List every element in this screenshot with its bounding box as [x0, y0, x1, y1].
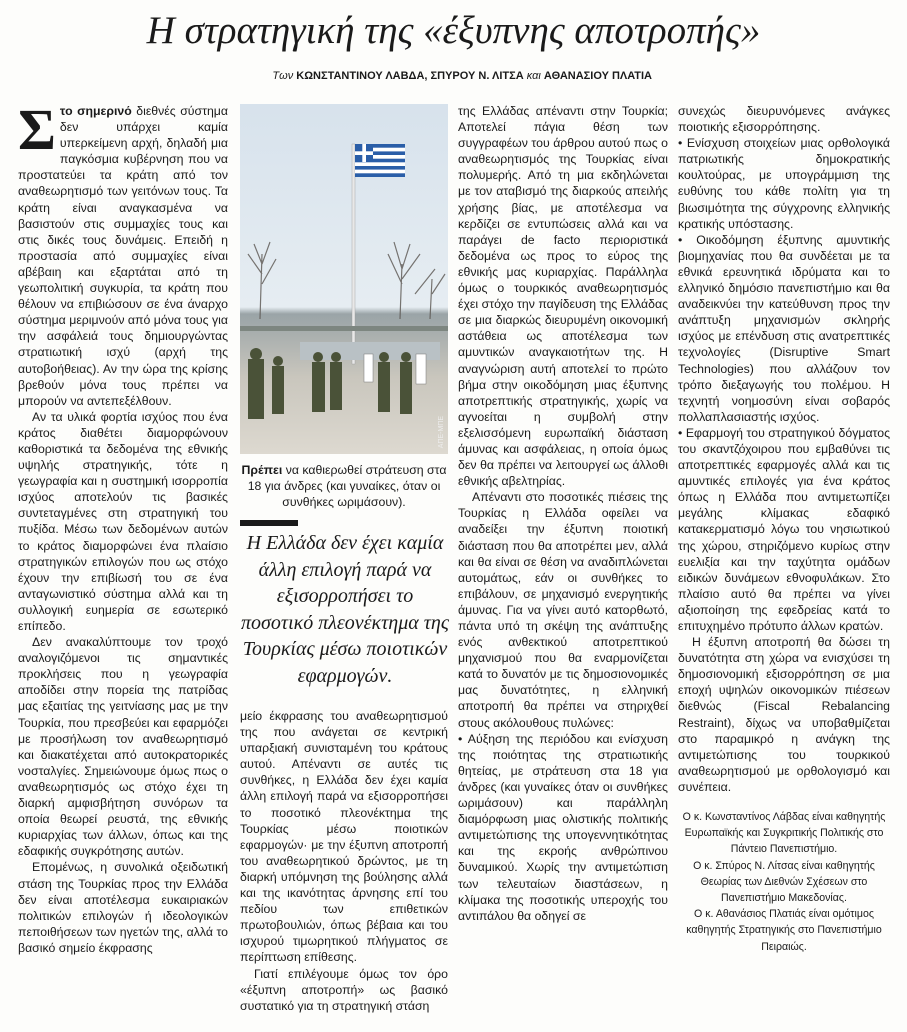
byline-authors-2: ΑΘΑΝΑΣΙΟΥ ΠΛΑΤΙΑ: [543, 70, 652, 82]
photo-credit: ΑΠΕ-ΜΠΕ: [438, 415, 445, 448]
paragraph-1-text: διεθνές σύστημα δεν υπάρχει καμία υπερκείμενη αρχή, δηλαδή μια παγκόσμια κυβέρνηση που να προστατεύει τα κράτη από τον αναθεωρητισμό των γειτόνων τους. Τα κράτη είναι αναγκασμένα να βασιστούν στις συμμαχίες τους και στις δικές τους δυνάμεις. Επειδή η προστασία από συμμαχίες είναι αβέβαιη και εξαρτάται από τη γεωπολιτική συγκυρία, τα κράτη που θέλουν να επιβιώσουν σε ένα άναρχο σύστημα μεριμνούν από μόνα τους για την ασφάλειά τους δημιουργώντας στρατιωτική ισχύ (αρχή της αυτοβοήθειας). Αν την ώρα της κρίσης βρεθούν μόνα τους πρέπει να μπορούν να αντεπεξέλθουν.: [18, 104, 228, 408]
paragraph-1: [18, 103, 228, 409]
paragraph-4: Επομένως, η συνολικά οξειδωτική στάση της Τουρκίας προς την Ελλάδα δεν είναι αποτέλεσμα ευκαιριακών πολιτικών επιλογών ή ιδεολογικών πεποιθήσεων των ηγετών της, αλλά το βασικό σημείο έκφρασης: [18, 860, 228, 955]
byline-conj: και: [526, 70, 541, 82]
article-column-3: [458, 103, 668, 1032]
author-bios: [678, 809, 890, 955]
photo-caption: [240, 462, 448, 510]
caption-lead: Πρέπει: [241, 463, 283, 477]
article-column-1: [18, 103, 228, 1032]
bullet-2: • Ενίσχυση στοιχείων μιας ορθολογικά πατριωτικής δημοκρατικής κουλτούρας, με υπογράμμιση της ευθύνης του κάθε πολίτη για τη βιωσιμότητα της σύγχρονης ελληνικής κρατικής υπόστασης.: [678, 136, 890, 231]
bullet-3: • Οικοδόμηση έξυπνης αμυντικής βιομηχανίας που θα συνδέεται με τα εθνικά ερευνητικά ιδρύματα και το ελληνικό δημόσιο πανεπιστήμιο και θα αναδεικνύει την κατεύθυνση προς την ανάπτυξη μηχανισμών σκληρής ισχύος με επένδυση στις ανατρεπτικές τεχνολογίες (Disruptive Smart Technologies) που αλλάζουν τον τρόπο διεξαγωγής του πολέμου. Η τεχνητή νοημοσύνη είναι σοβαρός πολλαπλασιαστής ισχύος.: [678, 232, 890, 424]
paragraph-8: Απέναντι στο ποσοτικές πιέσεις της Τουρκίας η Ελλάδα οφείλει να αναδείξει την έξυπνη ποιοτική διάσταση που θα αποτρέπει μεν, αλλά και θα είναι σε θέση να αναδιπλώνεται αυτομάτως, εάν οι συνθήκες το επιβάλουν, σε μηχανισμό ενεργητικής άμυνας. Για να γίνει αυτό κατορθωτό, πάντα υπό τη σκέψη της ανάπτυξης ενός ανθεκτικού αποτρεπτικού μηχανισμού που θα εναρμονίζεται κατά το δυνατόν με τις δημοσιονομικές μας δυνατότητες, η ελληνική αποτροπή θα πρέπει να στηριχθεί στους ακόλουθους πυλώνες:: [458, 490, 668, 730]
author-bio-1: Ο κ. Κωνσταντίνος Λάβδας είναι καθηγητής Ευρωπαϊκής και Συγκριτικής Πολιτικής στο Πάντειο Πανεπιστήμιο.: [682, 811, 886, 856]
pull-quote-rule: [240, 520, 298, 526]
paragraph-10: Η έξυπνη αποτροπή θα δώσει τη δυνατότητα στη χώρα να ενισχύσει τη δημοσιονομική εξισορρόπηση σε μια εποχή υψηλών οικονομικών πιέσεων διεθνώς (Fiscal Rebalancing Restraint), δίχως να υποβαθμίζεται στο παραμικρό η ανάγκη της αντιμετώπισης του τουρκικού αναθεωρητισμού με ορθολογισμό και συνέπεια.: [678, 635, 890, 794]
article-column-4: [678, 103, 890, 1032]
drop-cap: Σ: [18, 103, 56, 162]
caption-text: να καθιερωθεί στράτευση στα 18 για άνδρες (και γυναίκες, όταν οι συνθήκες ωριμάσουν).: [247, 463, 447, 509]
byline-prefix: Των: [272, 70, 294, 82]
paragraph-6: Γιατί επιλέγουμε όμως τον όρο «έξυπνη αποτροπή» ως βασικό συστατικό για τη στρατηγική στάση: [240, 966, 448, 1013]
article-column-2: [240, 708, 448, 1032]
author-bio-2: Ο κ. Σπύρος Ν. Λίτσας είναι καθηγητής Θεωρίας των Διεθνών Σχέσεων στο Πανεπιστήμιο Μακεδονίας.: [693, 859, 875, 905]
article-title: Η στρατηγική της «έξυπνης αποτροπής»: [146, 9, 761, 52]
bullet-1: • Αύξηση της περιόδου και ενίσχυση της ποιότητας της στρατιωτικής θητείας, με στράτευση στα 18 για άνδρες (και γυναίκες όταν οι συνθήκες ωριμάσουν) και παράλληλη διαμόρφωση μιας ολιστικής πολιτικής αντιμετώπισης της υπογεννητικότητας και της εκροής ανθρώπινου δυναμικού. Χωρίς την αντιμετώπιση των τελευταίων διαστάσεων, η κλίμακα της ποσοτικής υπεροχής του αντιπάλου θα οδηγεί σε: [458, 731, 668, 923]
paragraph-9: συνεχώς διευρυνόμενες ανάγκες ποιοτικής εξισορρόπησης.: [678, 104, 890, 135]
lead-in: το σημερινό: [59, 104, 132, 118]
article-photo: [240, 104, 448, 454]
byline: [272, 70, 652, 82]
pull-quote: Η Ελλάδα δεν έχει καμία άλλη επιλογή παρά να εξισορροπήσει το ποσοτικό πλεονέκτημα της Τουρκίας μέσω ποιοτικών εφαρμογών.: [241, 532, 449, 687]
author-bio-3: Ο κ. Αθανάσιος Πλατιάς είναι ομότιμος καθηγητής Στρατηγικής στο Πανεπιστήμιο Πειραιώς.: [686, 908, 882, 953]
paragraph-2: Αν τα υλικά φορτία ισχύος που ένα κράτος διαθέτει διαμορφώνουν καθοριστικά τα δεδομένα της εθνικής υψηλής στρατηγικής, τότε η γεωγραφία και η συστημική ισορροπία ισχύος αποτελούν τις βασικές συντεταγμένες στη στρατηγική του πυξίδα. Μέσω των δεδομένων αυτών το κράτος διαμορφώνει ένα πλαίσιο στρατηγικών επιλογών που ως στόχο έχουν την επιβίωσή του σε ένα ανταγωνιστικό σύστημα αλλά και τη συλλογική ευημερία σε εσωτερικό επίπεδο.: [18, 409, 228, 633]
byline-authors-1: ΚΩΝΣΤΑΝΤΙΝΟΥ ΛΑΒΔΑ, ΣΠΥΡΟΥ Ν. ΛΙΤΣΑ: [296, 70, 524, 82]
paragraph-7: της Ελλάδας απέναντι στην Τουρκία; Αποτελεί πάγια θέση των συγγραφέων του άρθρου αυτού πως ο αναθεωρητισμός της Τουρκίας είναι πολυμερής. Από τη μια εκδηλώνεται με τον αταβισμό της διαρκούς απειλής χρήσης βίας, με αποτέλεσμα να κερδίζει σε εντυπώσεις αλλά και να παράγει de facto περιοριστικά δεδομένα ως προς το εύρος της εθνικής μας κυριαρχίας. Παράλληλα όμως ο τουρκικός αναθεωρητισμός έχει στόχο την παγίδευση της Ελλάδας σε μια διαρκώς διευρυμένη οικονομική αστάθεια ως αποτέλεσμα των αμυντικών αναγκαιοτήτων της. Η αναγνώριση αυτή αποτελεί το πρώτο βήμα στην οικοδόμηση μιας έξυπνης αποτρεπτικής στρατηγικής, χωρίς να αγνοείται η συμβολή στην εξελισσόμενη ευρωπαϊκή διάσταση άμυνας και ασφάλειας, η οποία όμως δεν θα πρέπει να λειτουργεί ως άλλοθι εθνικής αβελτηρίας.: [458, 104, 668, 489]
paragraph-5: μείο έκφρασης του αναθεωρητισμού της που ανάγεται σε κεντρική υπαρξιακή συνισταμένη του κράτους αυτού. Απέναντι σε αυτές τις συνθήκες, η Ελλάδα δεν έχει καμία άλλη επιλογή παρά να εξισορροπήσει το ποσοτικό πλεονέκτημα της Τουρκίας μέσω ποιοτικών εφαρμογών· με την έξυπνη αποτροπή του αναθεωρητικού δρώντος, με τη διαρκή υπόμνηση της βούλησης αλλά και της ικανότητας άρνησης επί του πεδίου των επιθετικών πρωτοβουλιών, όπως βέβαια και του ισχυρού τιμωρητικού πλήγματος σε περίπτωση επίθεσης.: [240, 709, 448, 965]
paragraph-3: Δεν ανακαλύπτουμε τον τροχό αναλογιζόμενοι τις σημαντικές προκλήσεις που η γεωγραφία αποδίδει στην πορεία της πατρίδας μας εξαιτίας της γειτνίασης μας με την Τουρκία, που πρεσβεύει και εφαρμόζει με προσήλωση τον αναθεωρητισμό και διακατέχεται από αυτοκρατορικές νοσταλγίες. Σημειώνουμε όμως πως ο αναθεωρητισμός ως στόχο έχει τη διαρκή αμφισβήτηση συνόρων τα οποία θεωρεί ρευστά, της εθνικής κυριαρχίας των άλλων, όπως και της εδαφικής συγκρότησης αυτών.: [18, 635, 228, 859]
flag-ceremony-image: [240, 104, 448, 454]
bullet-4: • Εφαρμογή του στρατηγικού δόγματος του σκαντζόχοιρου που εμβαθύνει τις αποτρεπτικές εφαρμογές αλλά και τις αμυντικές επιλογές για ένα κράτος όπως η Ελλάδα που αντιμετωπίζει μεγάλης κλίμακας εδαφικό κατακερματισμό λόγω του νησιωτικού της χώρου, στηριζόμενο κυρίως στην ευελιξία και την ταχύτητα ομάδων ειδικών δυνάμεων εθνοφυλάκων. Στο πλαίσιο αυτό θα πρέπει να γίνει αξιοποίηση της εφεδρείας κατά το επιτυχημένο πρότυπο άλλων κρατών.: [678, 425, 890, 633]
